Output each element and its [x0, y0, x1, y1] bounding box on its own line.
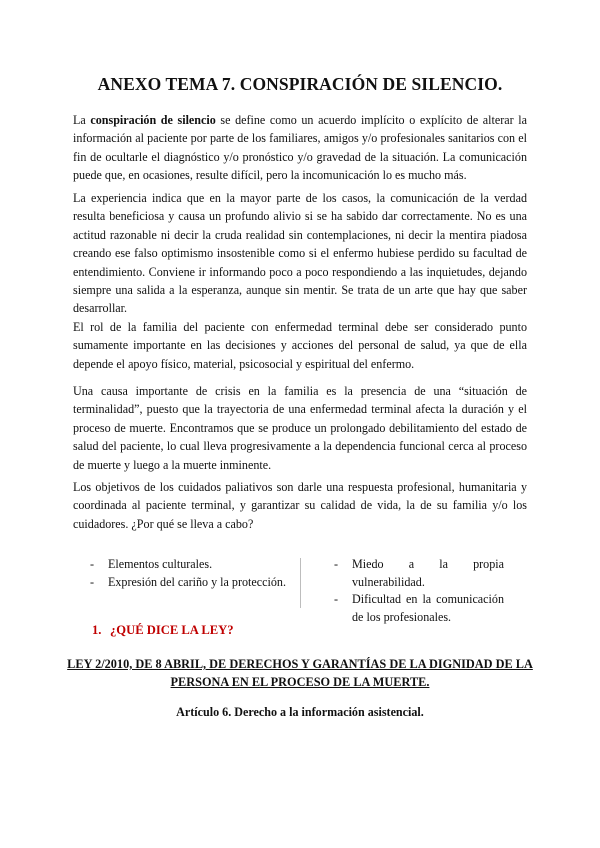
list-item-text: Miedo a la propia vulnerabilidad. [352, 557, 504, 589]
bullet-dash: - [334, 592, 339, 606]
reasons-lists [88, 556, 504, 624]
law-title: LEY 2/2010, DE 8 ABRIL, DE DERECHOS Y GARANTÍAS DE LA DIGNIDAD DE LA PERSONA EN EL PROCESO DE LA MUERTE. [67, 657, 533, 689]
paragraph-definition-rest: se define como un acuerdo implícito o explícito de alterar la información al paciente por parte de los familiares, amigos y/o profesionales sanitarios con el fin de ocultarle el diagnóstico y/o pronóstico y/o gravedad de la situación. La comunicación puede que, en ocasiones, resulte difícil, pero la incomunicación lo es mucho más. [73, 113, 527, 183]
list-item-text: Elementos culturales. [108, 557, 213, 571]
reasons-list-left [88, 556, 286, 591]
document-title: ANEXO TEMA 7. CONSPIRACIÓN DE SILENCIO. [97, 74, 503, 94]
term-conspiracion-de-silencio: conspiración de silencio [90, 113, 216, 127]
paragraph-objectives: Los objetivos de los cuidados paliativos son darle una respuesta profesional, humanitaria y coordinada al paciente terminal, y garantizar su calidad de vida, la de su familia y/o los cuidadores. ¿Por qué se lleva a cabo? [73, 480, 527, 531]
paragraph-definition [73, 111, 527, 185]
reasons-list-right [332, 556, 504, 626]
bullet-dash: - [90, 574, 95, 589]
section-heading [92, 623, 234, 638]
list-item [88, 556, 286, 574]
column-divider [300, 558, 301, 608]
section-number: 1. [92, 623, 102, 637]
list-item-text: Dificultad en la comunicación de los profesionales. [352, 592, 504, 624]
paragraph-family-role: El rol de la familia del paciente con enfermedad terminal debe ser considerado punto sumamente importante en las decisiones y acciones del personal de salud, ya que de ella depende el apoyo físico, material, psicosocial y espiritual del enfermo. [73, 320, 527, 371]
bullet-dash: - [334, 557, 339, 571]
paragraph-crisis: Una causa importante de crisis en la familia es la presencia de una “situación de terminalidad”, puesto que la trayectoria de una enfermedad terminal afecta la duración y el proceso de muerte. Encontramos que se produce un prolongado debilitamiento del estado de salud del paciente, lo cual lleva progresivamente a la dependencia funcional cerca al proceso de muerte y luego a la muerte inminente. [73, 384, 527, 472]
list-item [332, 591, 504, 626]
article-title: Artículo 6. Derecho a la información asistencial. [176, 705, 424, 719]
list-item [332, 556, 504, 591]
paragraph-experience: La experiencia indica que en la mayor parte de los casos, la comunicación de la verdad resulta beneficiosa y causa un profundo alivio si se ha sabido dar correctamente. No es una actitud razonable ni decir la cruda realidad sin contemplaciones, ni decir la mentira piadosa creando ese falso optimismo insostenible como si el enfermo hubiese perdido su facultad de entendimiento. Conviene ir informando poco a poco respondiendo a las inquietudes, dejando siempre una salida a la esperanza, aunque sin mentir. Se trata de un arte que hay que saber desarrollar. [73, 191, 527, 316]
bullet-dash: - [90, 557, 95, 571]
list-item [88, 574, 286, 592]
section-title: ¿QUÉ DICE LA LEY? [110, 623, 234, 637]
paragraph-definition-lead: La [73, 113, 91, 127]
list-item-text: Expresión del cariño y la protección. [108, 574, 286, 589]
